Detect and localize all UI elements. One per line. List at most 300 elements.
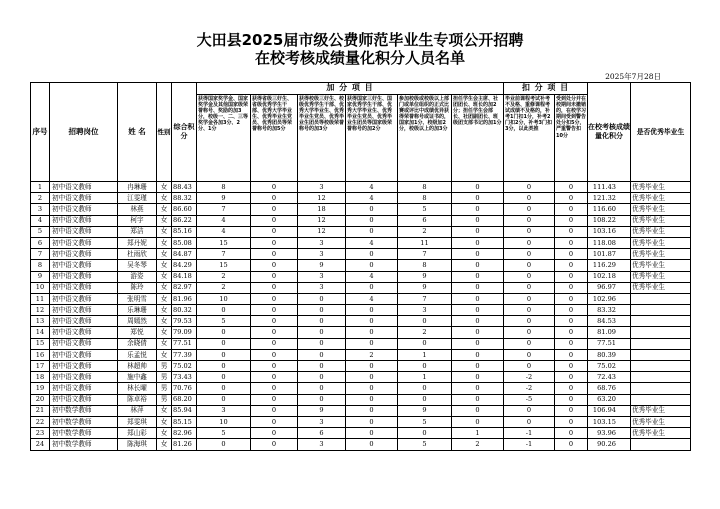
cell-seq: 5 [31,226,50,237]
cell-score: 82.97 [172,282,197,293]
cell-total: 84.53 [588,316,631,327]
cell-plus-points: 15 [197,260,251,271]
cell-plus-points: 0 [452,293,504,304]
cell-plus-points: 7 [197,204,251,215]
cell-plus-points: 0 [251,316,298,327]
cell-score: 75.02 [172,361,197,372]
cell-seq: 4 [31,215,50,226]
cell-plus-points: 9 [197,193,251,204]
cell-plus-points: 9 [398,271,452,282]
cell-total: 96.97 [588,282,631,293]
cell-position: 初中语文教师 [50,305,118,316]
cell-plus-points: 9 [398,405,452,416]
cell-score: 86.22 [172,215,197,226]
document-title-line2: 在校考核成绩量化积分人员名单 [254,49,465,67]
cell-plus-points: 7 [197,249,251,260]
cell-plus-points: 2 [398,327,452,338]
cell-gender: 男 [157,372,172,383]
header-plus-item: 担任学生会主席、社团团长、班长的加2分；担任学生会部长、社团副团长、班级团支部书记的加1分 [452,95,504,182]
cell-gender: 女 [157,260,172,271]
table-row [31,338,691,349]
cell-plus-points: 6 [298,428,346,439]
table-row [31,361,691,372]
cell-remark: 优秀毕业生 [631,428,691,439]
cell-plus-points: 0 [346,394,398,405]
cell-plus-points: 11 [398,237,452,248]
cell-plus-points: 0 [298,372,346,383]
table-row [31,293,691,304]
table-row [31,416,691,427]
cell-plus-points: 0 [398,361,452,372]
header-name: 姓 名 [118,83,157,182]
cell-seq: 13 [31,316,50,327]
cell-seq: 12 [31,305,50,316]
cell-total: 90.26 [588,439,631,450]
cell-plus-points: 0 [346,361,398,372]
cell-position: 初中语文教师 [50,327,118,338]
cell-plus-points: 3 [298,271,346,282]
cell-plus-points: 0 [346,372,398,383]
cell-plus-points: 0 [298,327,346,338]
cell-plus-points: 0 [298,293,346,304]
cell-seq: 8 [31,260,50,271]
cell-plus-points: 0 [251,394,298,405]
cell-gender: 女 [157,249,172,260]
cell-minus-points: 0 [555,405,588,416]
cell-score: 88.32 [172,193,197,204]
cell-plus-points: 0 [346,428,398,439]
cell-plus-points: 7 [398,249,452,260]
cell-position: 初中语文教师 [50,372,118,383]
cell-seq: 2 [31,193,50,204]
cell-gender: 女 [157,226,172,237]
cell-remark: 优秀毕业生 [631,193,691,204]
cell-plus-points: 2 [398,226,452,237]
cell-remark: 优秀毕业生 [631,226,691,237]
cell-total: 111.43 [588,182,631,193]
cell-plus-points: 0 [452,282,504,293]
cell-remark: 优秀毕业生 [631,405,691,416]
cell-plus-points: 0 [452,204,504,215]
cell-plus-points: 0 [197,394,251,405]
cell-plus-points: 3 [298,439,346,450]
cell-minus-points: 0 [504,293,555,304]
cell-plus-points: 2 [197,282,251,293]
header-total: 在校考核成绩量化积分 [588,83,631,182]
cell-seq: 22 [31,416,50,427]
cell-total: 93.96 [588,428,631,439]
cell-plus-points: 0 [251,237,298,248]
cell-name: 陈卓裕 [118,394,157,405]
cell-plus-points: 10 [197,293,251,304]
cell-plus-points: 15 [197,237,251,248]
cell-plus-points: 0 [452,193,504,204]
cell-plus-points: 0 [346,439,398,450]
cell-minus-points: 0 [555,327,588,338]
cell-minus-points: 0 [504,249,555,260]
cell-score: 73.43 [172,372,197,383]
table-row [31,316,691,327]
cell-seq: 10 [31,282,50,293]
cell-score: 79.53 [172,316,197,327]
cell-minus-points: 0 [555,204,588,215]
cell-gender: 女 [157,327,172,338]
cell-remark: 优秀毕业生 [631,182,691,193]
cell-plus-points: 8 [398,260,452,271]
cell-remark [631,305,691,316]
cell-plus-points: 9 [298,260,346,271]
cell-plus-points: 8 [398,182,452,193]
cell-position: 初中语文教师 [50,182,118,193]
cell-plus-points: 0 [346,405,398,416]
cell-name: 乐琳珊 [118,305,157,316]
cell-minus-points: 0 [555,361,588,372]
cell-remark: 优秀毕业生 [631,416,691,427]
cell-score: 80.32 [172,305,197,316]
cell-plus-points: 2 [346,349,398,360]
cell-gender: 女 [157,237,172,248]
cell-name: 郑悦 [118,327,157,338]
header-plus-item: 获得国家奖学金、国家奖学金及其他国家级荣誉称号、奖励的加3分，校级一、二、三等奖学金各加3分、2分、1分 [197,95,251,182]
cell-plus-points: 0 [251,327,298,338]
header-minus-item: 毕业前课程考试补考不及格、重修课程考试成绩不及格的，补考1门扣1分，补考2门扣2分，补考3门扣3分，以此类推 [504,95,555,182]
cell-seq: 3 [31,204,50,215]
cell-plus-points: 4 [346,182,398,193]
cell-minus-points: 0 [504,338,555,349]
cell-plus-points: 6 [398,215,452,226]
cell-total: 118.08 [588,237,631,248]
results-table [30,82,691,451]
cell-gender: 女 [157,293,172,304]
cell-remark: 优秀毕业生 [631,215,691,226]
cell-seq: 11 [31,293,50,304]
cell-plus-points: 2 [452,439,504,450]
cell-minus-points: 0 [504,349,555,360]
cell-gender: 女 [157,439,172,450]
cell-plus-points: 0 [452,338,504,349]
cell-minus-points: 0 [504,305,555,316]
cell-plus-points: 0 [251,193,298,204]
table-row [31,305,691,316]
cell-minus-points: -1 [504,428,555,439]
cell-position: 初中语文教师 [50,394,118,405]
cell-plus-points: 0 [346,316,398,327]
cell-gender: 男 [157,361,172,372]
cell-plus-points: 5 [398,439,452,450]
cell-plus-points: 0 [398,338,452,349]
cell-plus-points: 3 [298,416,346,427]
cell-score: 86.60 [172,204,197,215]
cell-score: 81.96 [172,293,197,304]
cell-plus-points: 3 [298,282,346,293]
cell-position: 初中语文教师 [50,204,118,215]
cell-minus-points: 0 [504,405,555,416]
cell-minus-points: 0 [555,439,588,450]
cell-gender: 女 [157,338,172,349]
cell-name: 柯宇 [118,215,157,226]
cell-minus-points: 0 [555,271,588,282]
cell-plus-points: 0 [346,204,398,215]
cell-name: 陈海琪 [118,439,157,450]
cell-minus-points: 0 [555,260,588,271]
cell-total: 108.22 [588,215,631,226]
cell-plus-points: 0 [346,260,398,271]
cell-position: 初中语文教师 [50,383,118,394]
cell-minus-points: 0 [504,237,555,248]
cell-minus-points: 0 [555,428,588,439]
cell-seq: 7 [31,249,50,260]
cell-remark [631,327,691,338]
cell-plus-points: 0 [452,305,504,316]
cell-plus-points: 5 [197,316,251,327]
cell-plus-points: 0 [251,416,298,427]
cell-total: 83.32 [588,305,631,316]
table-row [31,204,691,215]
cell-position: 初中语文教师 [50,226,118,237]
cell-name: 陈玲 [118,282,157,293]
cell-plus-points: 0 [346,416,398,427]
cell-seq: 21 [31,405,50,416]
cell-gender: 女 [157,215,172,226]
cell-remark [631,394,691,405]
cell-remark: 优秀毕业生 [631,271,691,282]
cell-plus-points: 0 [452,349,504,360]
cell-seq: 23 [31,428,50,439]
table-row [31,215,691,226]
cell-plus-points: 0 [197,361,251,372]
cell-plus-points: 0 [346,383,398,394]
cell-name: 郑丹妮 [118,237,157,248]
cell-plus-points: 12 [298,193,346,204]
cell-name: 杜雨欣 [118,249,157,260]
cell-name: 余晓倩 [118,338,157,349]
cell-plus-points: 0 [251,182,298,193]
cell-plus-points: 0 [251,338,298,349]
cell-score: 84.87 [172,249,197,260]
cell-plus-points: 0 [197,349,251,360]
cell-plus-points: 0 [251,349,298,360]
table-row [31,394,691,405]
cell-plus-points: 0 [251,372,298,383]
cell-position: 初中语文教师 [50,338,118,349]
cell-remark [631,361,691,372]
cell-gender: 女 [157,305,172,316]
cell-position: 初中语文教师 [50,349,118,360]
cell-score: 84.29 [172,260,197,271]
cell-score: 85.16 [172,226,197,237]
cell-name: 江雯瑾 [118,193,157,204]
cell-minus-points: 0 [555,215,588,226]
table-row [31,349,691,360]
cell-score: 82.96 [172,428,197,439]
cell-name: 施中鑫 [118,372,157,383]
cell-total: 116.60 [588,204,631,215]
cell-plus-points: 12 [298,226,346,237]
cell-position: 初中语文教师 [50,260,118,271]
cell-total: 75.02 [588,361,631,372]
cell-plus-points: 0 [452,327,504,338]
cell-plus-points: 0 [346,282,398,293]
header-plus-item: 获得国家三好生、国家优秀学生干部、优秀大学毕业生、优秀毕业生党员、优秀毕业生团员等国家级荣誉称号的加2分 [346,95,398,182]
cell-minus-points: 0 [504,327,555,338]
header-gender: 性别 [157,83,172,182]
cell-plus-points: 0 [452,316,504,327]
cell-gender: 男 [157,383,172,394]
cell-seq: 19 [31,383,50,394]
cell-remark [631,316,691,327]
header-remark: 是否优秀毕业生 [631,83,691,182]
cell-plus-points: 0 [251,204,298,215]
cell-position: 初中语文教师 [50,249,118,260]
header-minus-item: 受到处分并在校期间未撤销的，在校学习期间受到警告处分扣5分，严重警告扣10分 [555,95,588,182]
cell-total: 121.32 [588,193,631,204]
cell-score: 68.20 [172,394,197,405]
cell-score: 85.15 [172,416,197,427]
cell-position: 初中语文教师 [50,237,118,248]
cell-gender: 女 [157,316,172,327]
cell-score: 88.43 [172,182,197,193]
cell-gender: 男 [157,394,172,405]
cell-plus-points: 0 [452,405,504,416]
cell-minus-points: -1 [504,439,555,450]
header-seq: 序号 [31,83,50,182]
cell-total: 81.09 [588,327,631,338]
cell-score: 81.26 [172,439,197,450]
cell-minus-points: 0 [555,338,588,349]
cell-plus-points: 9 [398,282,452,293]
cell-seq: 16 [31,349,50,360]
cell-minus-points: 0 [504,182,555,193]
cell-score: 77.51 [172,338,197,349]
cell-minus-points: 0 [504,193,555,204]
cell-plus-points: 0 [197,327,251,338]
cell-total: 116.29 [588,260,631,271]
cell-plus-points: 0 [251,439,298,450]
cell-remark: 优秀毕业生 [631,249,691,260]
cell-seq: 9 [31,271,50,282]
cell-plus-points: 8 [197,182,251,193]
cell-plus-points: 4 [346,293,398,304]
cell-seq: 17 [31,361,50,372]
cell-plus-points: 3 [298,249,346,260]
cell-position: 初中语文教师 [50,271,118,282]
cell-plus-points: 5 [197,428,251,439]
cell-plus-points: 0 [452,237,504,248]
cell-minus-points: 0 [504,282,555,293]
table-row [31,182,691,193]
cell-name: 郑洁 [118,226,157,237]
cell-minus-points: -2 [504,383,555,394]
cell-plus-points: 3 [398,305,452,316]
cell-plus-points: 0 [251,305,298,316]
table-row [31,327,691,338]
cell-plus-points: 0 [398,428,452,439]
table-row [31,260,691,271]
table-row [31,282,691,293]
table-row [31,383,691,394]
cell-total: 68.76 [588,383,631,394]
cell-gender: 女 [157,193,172,204]
cell-minus-points: 0 [504,271,555,282]
cell-plus-points: 5 [398,204,452,215]
cell-gender: 女 [157,204,172,215]
cell-minus-points: -5 [504,394,555,405]
cell-seq: 14 [31,327,50,338]
header-plus-item: 参加校级或校级以上部门或单位组织的正式比赛或评比中成绩优异获得荣誉称号或证书的，国家加1分、校级加2分，校级以上的加3分 [398,95,452,182]
cell-minus-points: 0 [555,193,588,204]
header-plus-group: 加 分 项 目 [197,83,504,95]
cell-name: 林长曜 [118,383,157,394]
cell-name: 冉琳珊 [118,182,157,193]
cell-minus-points: 0 [555,349,588,360]
cell-remark [631,372,691,383]
cell-plus-points: 0 [346,305,398,316]
cell-minus-points: 0 [555,237,588,248]
cell-minus-points: 0 [504,204,555,215]
cell-plus-points: 0 [251,282,298,293]
cell-plus-points: 0 [346,215,398,226]
cell-name: 张明雪 [118,293,157,304]
cell-name: 周嫣然 [118,316,157,327]
cell-total: 80.39 [588,349,631,360]
cell-minus-points: -2 [504,372,555,383]
cell-minus-points: 0 [504,361,555,372]
cell-position: 初中语文教师 [50,282,118,293]
cell-plus-points: 9 [298,405,346,416]
cell-seq: 20 [31,394,50,405]
cell-score: 85.08 [172,237,197,248]
cell-remark [631,338,691,349]
cell-plus-points: 0 [346,327,398,338]
cell-plus-points: 0 [298,383,346,394]
cell-name: 郑山彩 [118,428,157,439]
cell-plus-points: 0 [251,226,298,237]
cell-remark [631,293,691,304]
cell-minus-points: 0 [555,316,588,327]
cell-plus-points: 0 [452,394,504,405]
cell-plus-points: 1 [398,372,452,383]
publish-date: 2025年7月28日 [605,72,661,81]
cell-plus-points: 10 [197,416,251,427]
cell-plus-points: 0 [197,305,251,316]
cell-minus-points: 0 [555,383,588,394]
cell-plus-points: 0 [346,338,398,349]
cell-name: 乐孟悦 [118,349,157,360]
cell-name: 林超帅 [118,361,157,372]
table-row [31,271,691,282]
cell-position: 初中语文教师 [50,293,118,304]
cell-seq: 15 [31,338,50,349]
cell-plus-points: 0 [452,416,504,427]
cell-plus-points: 0 [298,305,346,316]
cell-plus-points: 0 [398,383,452,394]
cell-minus-points: 0 [504,260,555,271]
cell-gender: 女 [157,428,172,439]
cell-plus-points: 0 [298,316,346,327]
cell-plus-points: 0 [452,361,504,372]
cell-plus-points: 0 [251,361,298,372]
cell-minus-points: 0 [555,305,588,316]
cell-seq: 24 [31,439,50,450]
table-row [31,237,691,248]
cell-total: 103.16 [588,226,631,237]
cell-plus-points: 0 [197,383,251,394]
cell-remark [631,439,691,450]
cell-total: 101.87 [588,249,631,260]
cell-name: 游姿 [118,271,157,282]
cell-position: 初中语文教师 [50,193,118,204]
cell-plus-points: 0 [251,215,298,226]
